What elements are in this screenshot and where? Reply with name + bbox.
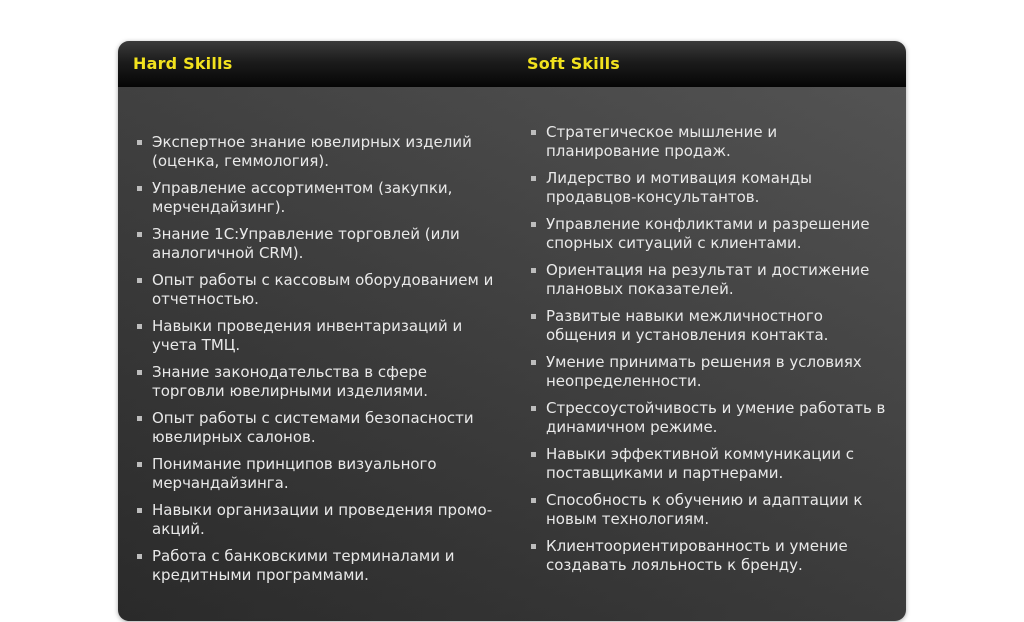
soft-skills-title: Soft Skills <box>527 54 621 73</box>
skill-text: Экспертное знание ювелирных изделий (оценка, геммология). <box>152 133 472 170</box>
skill-text: Опыт работы с кассовым оборудованием и отчетностью. <box>152 271 494 308</box>
bullet-square-icon <box>137 232 142 237</box>
skill-text: Клиентоориентированность и умение создавать лояльность к бренду. <box>546 537 848 574</box>
skill-text: Управление ассортиментом (закупки, мерчендайзинг). <box>152 179 453 216</box>
skill-text: Стрессоустойчивость и умение работать в динамичном режиме. <box>546 399 886 436</box>
skill-text: Ориентация на результат и достижение плановых показателей. <box>546 261 870 298</box>
bullet-square-icon <box>531 222 536 227</box>
list-item <box>137 501 500 538</box>
skill-text: Развитые навыки межличностного общения и установления контакта. <box>546 307 829 344</box>
list-item <box>137 179 500 216</box>
list-item <box>531 307 894 344</box>
list-item <box>531 169 894 206</box>
list-item <box>531 123 894 160</box>
bullet-square-icon <box>137 462 142 467</box>
bullet-square-icon <box>137 554 142 559</box>
bullet-square-icon <box>137 370 142 375</box>
bullet-square-icon <box>531 314 536 319</box>
skill-text: Понимание принципов визуального мерчандайзинга. <box>152 455 437 492</box>
bullet-square-icon <box>531 452 536 457</box>
skills-panel <box>118 41 906 621</box>
panel-header <box>118 41 906 87</box>
skill-text: Работа с банковскими терминалами и кредитными программами. <box>152 547 455 584</box>
hard-skills-title: Hard Skills <box>133 54 233 73</box>
skill-text: Способность к обучению и адаптации к новым технологиям. <box>546 491 863 528</box>
list-item <box>531 215 894 252</box>
list-item <box>531 261 894 298</box>
skill-text: Навыки организации и проведения промо-акций. <box>152 501 493 538</box>
list-item <box>137 133 500 170</box>
list-item <box>531 537 894 574</box>
list-item <box>137 547 500 584</box>
bullet-square-icon <box>137 416 142 421</box>
bullet-square-icon <box>137 186 142 191</box>
bullet-square-icon <box>137 508 142 513</box>
list-item <box>137 225 500 262</box>
list-item <box>137 271 500 308</box>
soft-skills-list <box>512 87 906 621</box>
list-item <box>531 399 894 436</box>
bullet-square-icon <box>531 268 536 273</box>
list-item <box>531 445 894 482</box>
list-item <box>531 353 894 390</box>
bullet-square-icon <box>531 498 536 503</box>
skill-text: Управление конфликтами и разрешение спорных ситуаций с клиентами. <box>546 215 870 252</box>
skill-text: Лидерство и мотивация команды продавцов-консультантов. <box>546 169 812 206</box>
bullet-square-icon <box>531 360 536 365</box>
skill-text: Знание 1С:Управление торговлей (или аналогичной CRM). <box>152 225 460 262</box>
skill-text: Навыки проведения инвентаризаций и учета ТМЦ. <box>152 317 463 354</box>
list-item <box>137 363 500 400</box>
bullet-square-icon <box>137 324 142 329</box>
skill-text: Опыт работы с системами безопасности ювелирных салонов. <box>152 409 474 446</box>
skill-text: Умение принимать решения в условиях неопределенности. <box>546 353 862 390</box>
list-item <box>531 491 894 528</box>
bullet-square-icon <box>531 406 536 411</box>
list-item <box>137 455 500 492</box>
bullet-square-icon <box>531 176 536 181</box>
skill-text: Знание законодательства в сфере торговли ювелирными изделиями. <box>152 363 428 400</box>
skill-text: Навыки эффективной коммуникации с поставщиками и партнерами. <box>546 445 855 482</box>
list-item <box>137 317 500 354</box>
hard-skills-list <box>118 87 512 621</box>
panel-body <box>118 87 906 621</box>
skill-text: Стратегическое мышление и планирование продаж. <box>546 123 778 160</box>
bullet-square-icon <box>137 140 142 145</box>
bullet-square-icon <box>137 278 142 283</box>
bullet-square-icon <box>531 544 536 549</box>
bullet-square-icon <box>531 130 536 135</box>
list-item <box>137 409 500 446</box>
